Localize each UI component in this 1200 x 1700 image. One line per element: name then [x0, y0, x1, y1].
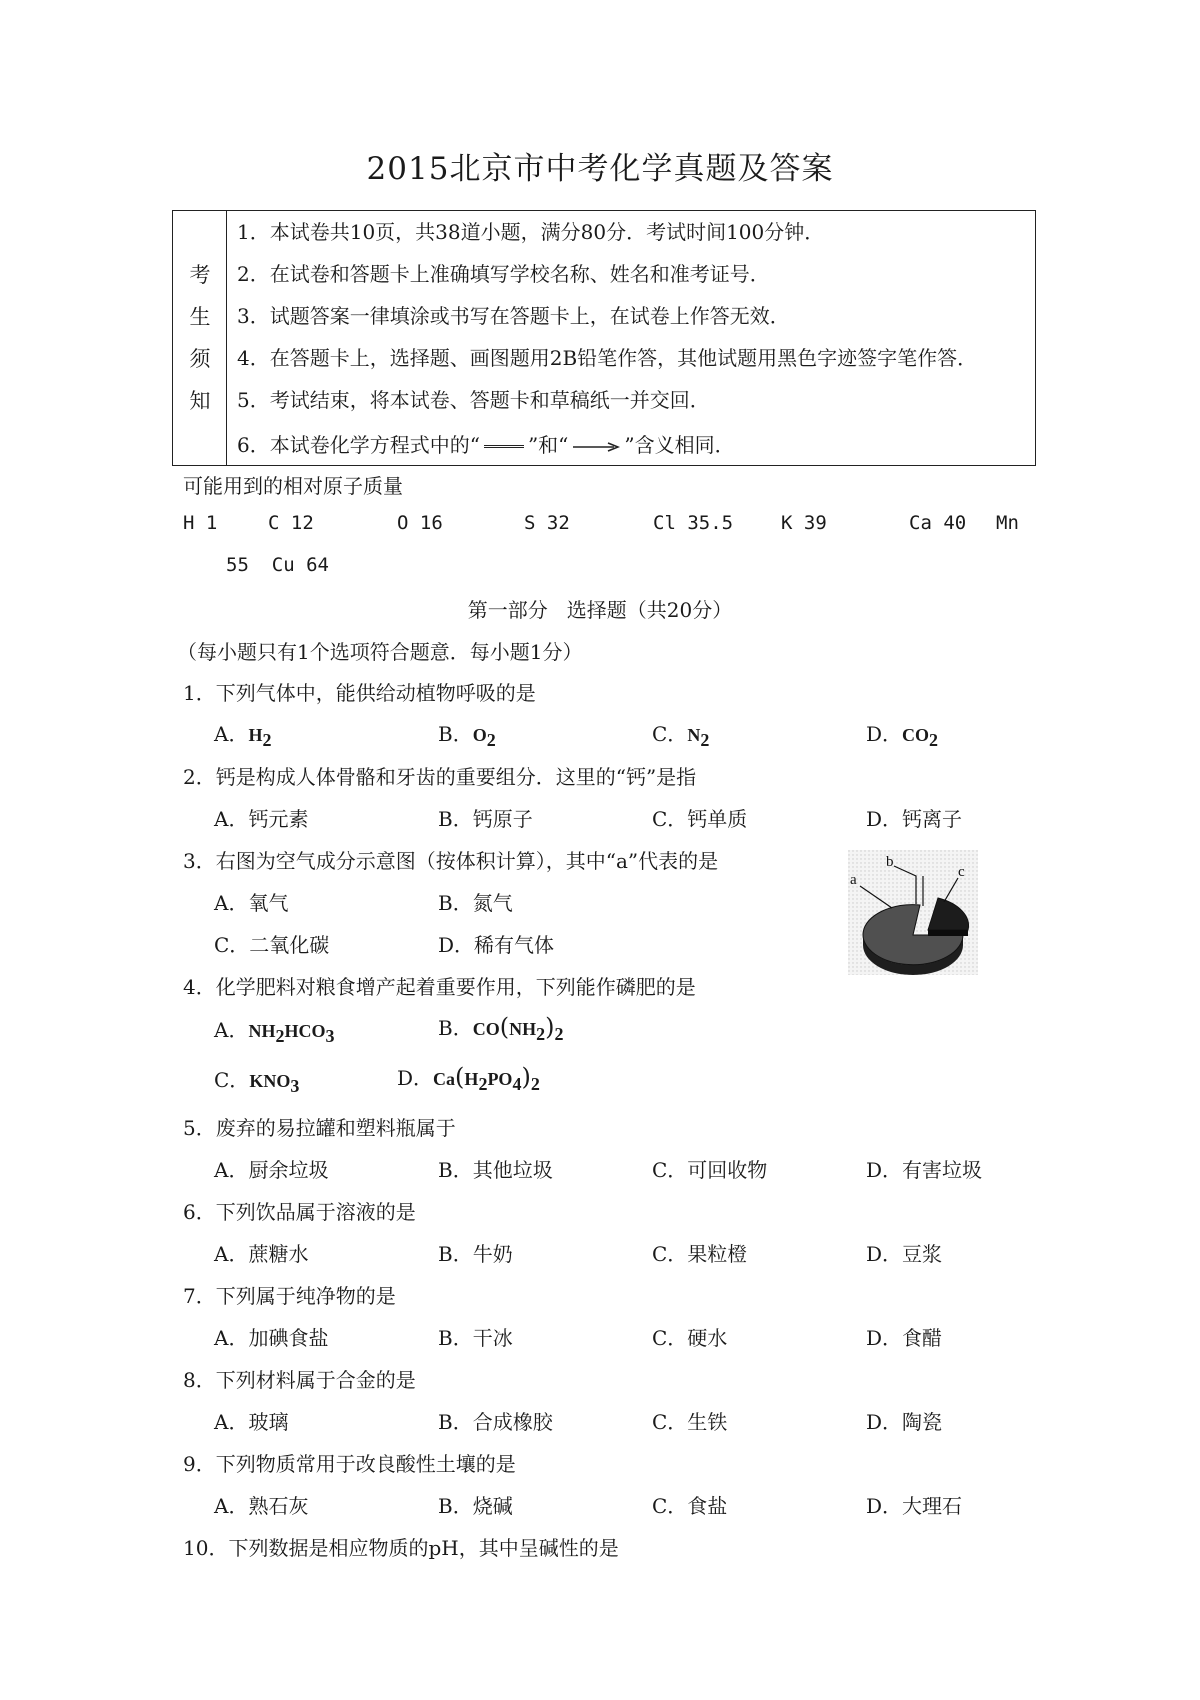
option-letter: D．	[397, 1066, 434, 1090]
page-title: 2015北京市中考化学真题及答案	[366, 151, 834, 187]
formula-part: NH	[248, 1021, 276, 1041]
double-equals-sign	[484, 445, 524, 448]
question-option	[438, 718, 496, 751]
pie-label-b: b	[886, 854, 894, 870]
formula-subscript: 2	[262, 730, 272, 750]
question-stem: 9．下列物质常用于改良酸性土壤的是	[183, 1452, 516, 1476]
question-option: A．加碘食盐	[214, 1326, 329, 1350]
notice-item: 5．考试结束，将本试卷、答题卡和草稿纸一并交回．	[237, 388, 710, 412]
atomic-mass-entry: Cl 35.5	[653, 512, 734, 534]
question-option: D．有害垃圾	[866, 1158, 983, 1182]
notice-item	[237, 429, 735, 458]
question-option	[214, 1014, 334, 1047]
question-stem: 3．右图为空气成分示意图（按体积计算），其中“a”代表的是	[183, 849, 719, 873]
right-arrow-icon	[572, 441, 620, 453]
question-option	[397, 1062, 540, 1095]
question-option: D．食醋	[866, 1326, 943, 1350]
option-letter: C．	[214, 1068, 250, 1092]
question-option: D．豆浆	[866, 1242, 943, 1266]
formula-part: CO	[472, 1019, 500, 1039]
formula-subscript: 2	[929, 730, 939, 750]
question-option: B．氮气	[438, 891, 513, 915]
formula-subscript: 3	[290, 1076, 300, 1096]
notice-label-char: 生	[189, 305, 211, 329]
question-option	[214, 1064, 299, 1097]
option-formula: CO	[902, 725, 930, 745]
question-option: D．稀有气体	[438, 933, 555, 957]
notice-item: 3．试题答案一律填涂或书写在答题卡上，在试卷上作答无效．	[237, 304, 790, 328]
formula-subscript: 2	[530, 1074, 540, 1094]
formula-paren: (	[455, 1063, 465, 1091]
atomic-mass-entry: S 32	[524, 512, 570, 534]
question-option: D．大理石	[866, 1494, 963, 1518]
question-option: A．熟石灰	[214, 1494, 309, 1518]
formula-subscript: 4	[512, 1074, 522, 1094]
question-option: B．干冰	[438, 1326, 513, 1350]
formula-subscript: 2	[275, 1026, 285, 1046]
question-option: A．氧气	[214, 891, 289, 915]
formula-part: H	[464, 1069, 479, 1089]
formula-subscript: 2	[486, 730, 496, 750]
question-option: C．钙单质	[652, 807, 748, 831]
question-option: C．食盐	[652, 1494, 728, 1518]
notice-item6-suffix: ”含义相同．	[624, 433, 735, 457]
question-option	[866, 718, 938, 751]
notice-item: 2．在试卷和答题卡上准确填写学校名称、姓名和准考证号．	[237, 262, 770, 286]
atomic-mass-entry: K 39	[781, 512, 827, 534]
question-stem: 5．废弃的易拉罐和塑料瓶属于	[183, 1116, 456, 1140]
formula-part: PO	[487, 1069, 513, 1089]
question-option: C．二氧化碳	[214, 933, 330, 957]
pie-slice-c-side	[928, 930, 968, 936]
option-formula: O	[472, 725, 487, 745]
formula-paren: )	[545, 1013, 555, 1041]
question-option: B．其他垃圾	[438, 1158, 553, 1182]
atomic-mass-heading: 可能用到的相对原子质量	[183, 474, 403, 498]
question-option	[214, 718, 271, 751]
question-option: B．牛奶	[438, 1242, 513, 1266]
formula-part: Ca	[433, 1069, 456, 1089]
option-formula: H	[248, 725, 263, 745]
part-one-heading: 第一部分 选择题（共20分）	[467, 598, 733, 622]
option-letter: A．	[214, 722, 249, 746]
notice-item: 4．在答题卡上，选择题、画图题用2B铅笔作答，其他试题用黑色字迹签字笔作答．	[237, 346, 978, 370]
notice-label-char: 考	[189, 263, 211, 287]
formula-part: HCO	[284, 1021, 326, 1041]
formula-subscript: 2	[700, 730, 710, 750]
question-stem: 2．钙是构成人体骨骼和牙齿的重要组分．这里的“钙”是指	[183, 765, 697, 789]
question-stem: 8．下列材料属于合金的是	[183, 1368, 416, 1392]
question-stem: 10．下列数据是相应物质的pH，其中呈碱性的是	[183, 1536, 619, 1560]
pie-label-a: a	[850, 872, 857, 888]
air-composition-pie-figure	[848, 850, 978, 975]
atomic-mass-entry: H 1	[183, 512, 218, 534]
question-option: C．硬水	[652, 1326, 728, 1350]
question-option: B．合成橡胶	[438, 1410, 553, 1434]
formula-subscript: 2	[478, 1074, 488, 1094]
question-option: C．生铁	[652, 1410, 728, 1434]
formula-part: NH	[509, 1019, 537, 1039]
notice-label-char: 须	[189, 347, 211, 371]
option-letter: D．	[866, 722, 903, 746]
formula-paren: )	[521, 1063, 531, 1091]
option-letter: B．	[438, 722, 473, 746]
option-letter: A．	[214, 1018, 249, 1042]
atomic-mass-continuation: 55 Cu 64	[226, 554, 329, 576]
question-option	[438, 1012, 563, 1045]
question-stem: 7．下列属于纯净物的是	[183, 1284, 396, 1308]
question-stem: 6．下列饮品属于溶液的是	[183, 1200, 416, 1224]
formula-subscript: 3	[325, 1026, 335, 1046]
notice-item6-prefix: 6．本试卷化学方程式中的“	[237, 433, 480, 457]
atomic-mass-entry: C 12	[268, 512, 314, 534]
exam-notice-box	[172, 210, 1036, 466]
question-option	[652, 718, 709, 751]
question-stem: 4．化学肥料对粮食增产起着重要作用，下列能作磷肥的是	[183, 975, 696, 999]
question-option: A．厨余垃圾	[214, 1158, 329, 1182]
pie-label-c: c	[958, 864, 965, 880]
notice-label-char: 知	[189, 389, 211, 413]
question-option: A．蔗糖水	[214, 1242, 309, 1266]
formula-subscript: 2	[554, 1024, 564, 1044]
atomic-mass-entry: Mn	[996, 512, 1019, 534]
notice-label	[173, 211, 227, 465]
option-formula: N	[687, 725, 701, 745]
question-option: B．钙原子	[438, 807, 533, 831]
option-letter: B．	[438, 1016, 473, 1040]
question-option: B．烧碱	[438, 1494, 513, 1518]
question-stem: 1．下列气体中，能供给动植物呼吸的是	[183, 681, 536, 705]
question-option: A．钙元素	[214, 807, 309, 831]
question-option: C．果粒橙	[652, 1242, 748, 1266]
notice-item: 1．本试卷共10页，共38道小题，满分80分．考试时间100分钟．	[237, 220, 825, 244]
question-option: C．可回收物	[652, 1158, 768, 1182]
formula-subscript: 2	[536, 1024, 546, 1044]
part-one-note: （每小题只有1个选项符合题意．每小题1分）	[177, 640, 583, 664]
formula-part: KNO	[249, 1071, 291, 1091]
notice-item6-mid: ”和“	[527, 433, 569, 457]
question-option: D．钙离子	[866, 807, 963, 831]
atomic-mass-entry: O 16	[397, 512, 443, 534]
question-option: D．陶瓷	[866, 1410, 943, 1434]
formula-paren: (	[499, 1013, 510, 1041]
option-letter: C．	[652, 722, 688, 746]
atomic-mass-entry: Ca 40	[909, 512, 967, 534]
question-option: A．玻璃	[214, 1410, 289, 1434]
